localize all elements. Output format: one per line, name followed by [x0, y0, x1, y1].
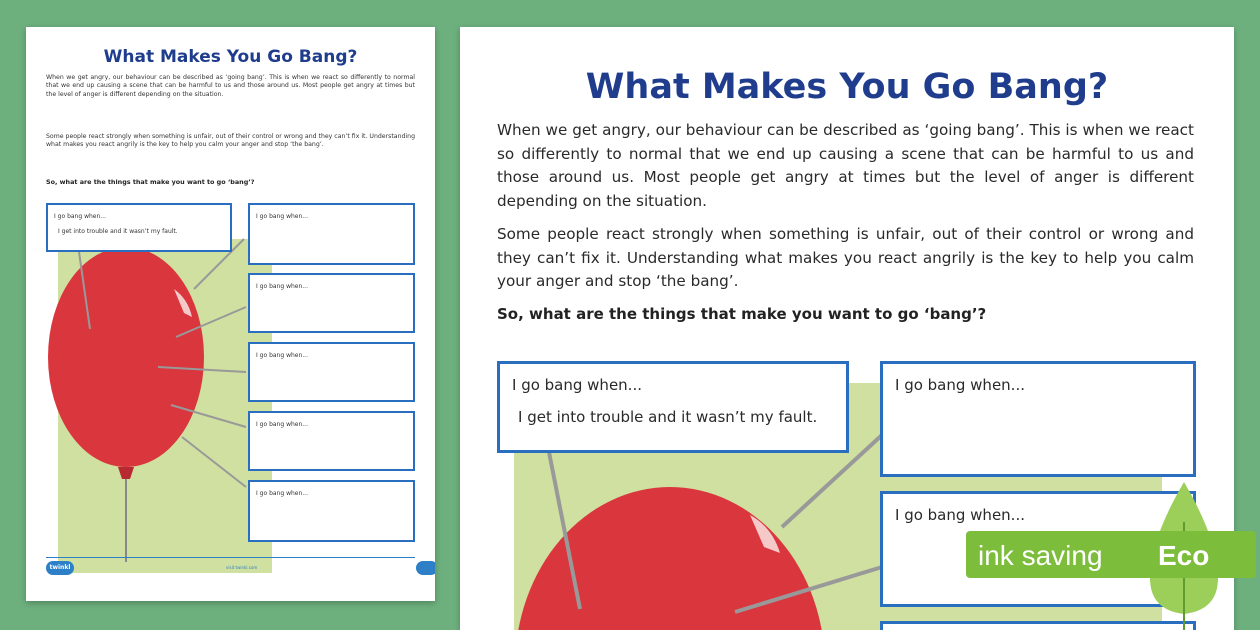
answer-box-3[interactable]: [248, 273, 415, 333]
twinkl-logo: twinkl: [46, 561, 74, 575]
page-title: What Makes You Go Bang?: [103, 47, 358, 67]
answer-prompt: I go bang when...: [256, 421, 308, 428]
answer-prompt: I go bang when...: [512, 376, 642, 394]
footer-logo-right: [416, 561, 435, 575]
answer-box-5[interactable]: [248, 411, 415, 471]
answer-box-4[interactable]: [248, 342, 415, 402]
answer-box-1[interactable]: [46, 203, 232, 252]
balloon: [48, 247, 204, 467]
footer-url: visit twinkl.com: [226, 565, 258, 570]
answer-box-2[interactable]: [880, 361, 1196, 477]
question-heading: So, what are the things that make you want to go ‘bang’?: [497, 305, 987, 323]
second-paragraph: Some people react strongly when something is unfair, out of their control or wrong and they can’t fix it. Understanding what makes you react angrily is the key to help you calm your anger and stop ‘the bang’.: [497, 225, 1194, 290]
worksheet-thumbnail[interactable]: [26, 27, 435, 601]
answer-prompt: I go bang when...: [256, 352, 308, 359]
answer-prompt: I go bang when...: [54, 213, 106, 220]
answer-prompt: I go bang when...: [895, 376, 1025, 394]
answer-prompt: I go bang when...: [256, 490, 308, 497]
page-title: What Makes You Go Bang?: [585, 67, 1109, 107]
answer-box-1[interactable]: [497, 361, 849, 453]
footer-divider: [46, 557, 415, 558]
answer-box-2[interactable]: [248, 203, 415, 265]
intro-paragraph: When we get angry, our behaviour can be described as ‘going bang’. This is when we react so differently to normal that we end up causing a scene that can be harmful to us and those around us. Most people get angry at times but the level of anger is different depending on the situation.: [46, 74, 415, 98]
eco-label: Eco: [1158, 540, 1210, 571]
second-paragraph: Some people react strongly when something is unfair, out of their control or wrong and they can’t fix it. Understanding what makes you react angrily is the key to help you calm your anger and stop ‘the bang’.: [46, 133, 415, 149]
intro-paragraph: When we get angry, our behaviour can be described as ‘going bang’. This is when we react so differently to normal that we end up causing a scene that can be harmful to us and those around us. Most people get angry at times but the level of anger is different depending on the situation.: [497, 121, 1194, 210]
answer-prompt: I go bang when...: [256, 213, 308, 220]
ink-saving-label: ink saving: [978, 540, 1103, 571]
example-answer: I get into trouble and it wasn’t my fault.: [518, 408, 818, 426]
answer-prompt: I go bang when...: [895, 506, 1025, 524]
answer-box-6[interactable]: [248, 480, 415, 542]
example-answer: I get into trouble and it wasn’t my fault.: [58, 228, 178, 235]
ink-saving-eco-badge: [966, 482, 1260, 630]
question-heading: So, what are the things that make you want to go ‘bang’?: [46, 178, 255, 186]
answer-prompt: I go bang when...: [256, 283, 308, 290]
